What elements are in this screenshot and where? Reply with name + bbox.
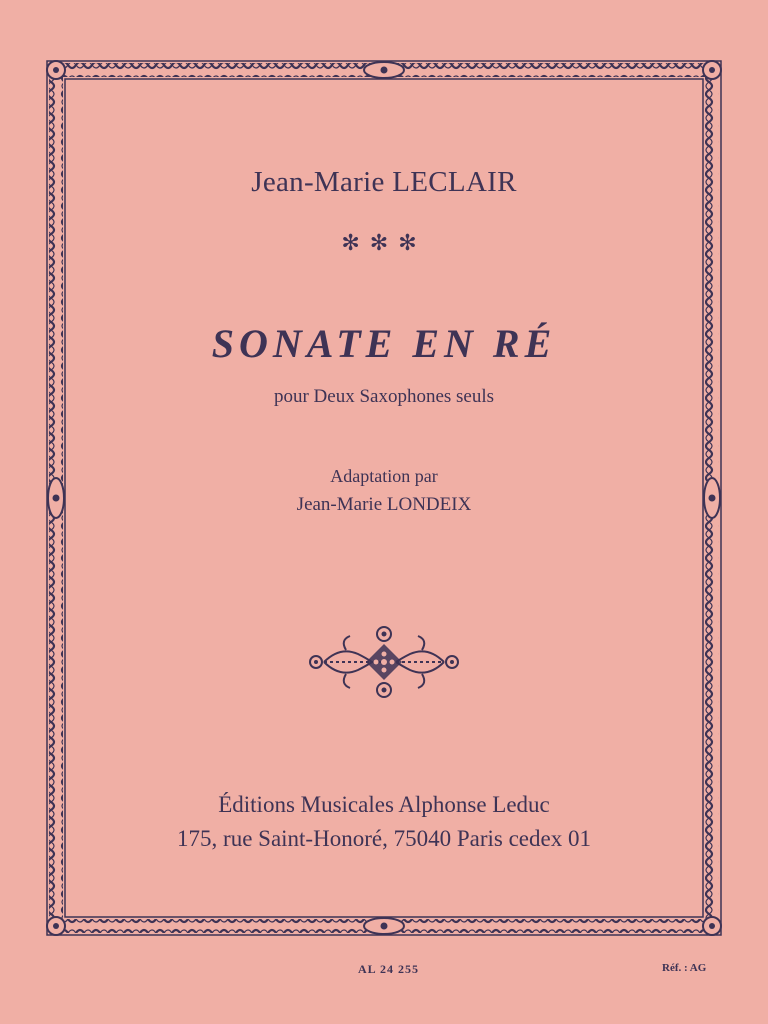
adaptation-label: Adaptation par <box>330 466 438 486</box>
publisher-name: Éditions Musicales Alphonse Leduc <box>218 792 550 817</box>
subtitle: pour Deux Saxophones seuls <box>273 386 495 407</box>
composer-name: Jean-Marie LECLAIR <box>251 166 517 198</box>
publisher-address: 175, rue Saint-Honoré, 75040 Paris cedex 01 <box>177 826 591 851</box>
adapter-name: Jean-Marie LONDEIX <box>296 494 472 515</box>
floral-ornament-icon <box>306 620 462 704</box>
catalog-number: AL 24 255 <box>358 962 420 976</box>
divider-stars: ✻✻✻ <box>341 230 427 255</box>
page-title: SONATE EN RÉ <box>211 321 557 366</box>
reference-code: Réf. : AG <box>662 962 707 974</box>
